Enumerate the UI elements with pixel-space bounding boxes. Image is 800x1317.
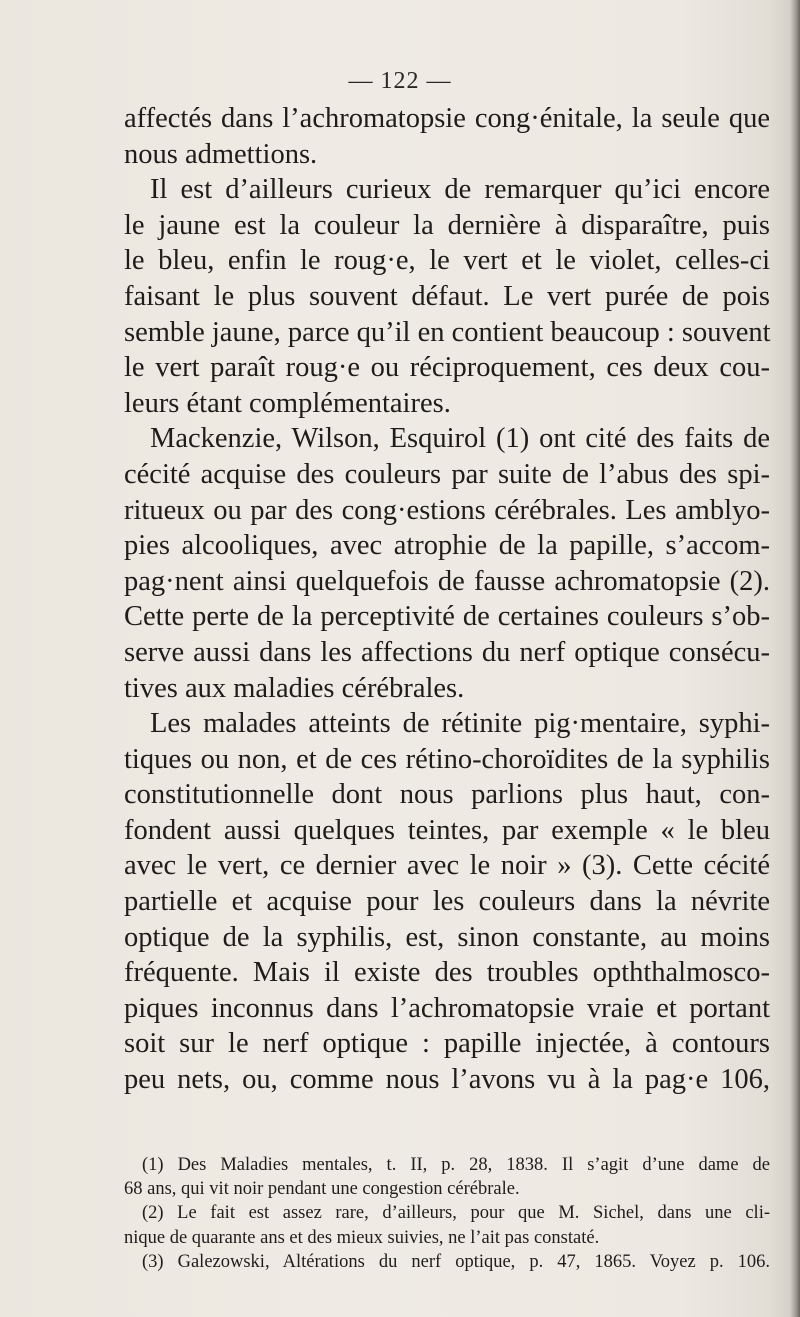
text-line: Les malades atteints de rétinite pig·mentaire, syphi- — [150, 708, 770, 740]
text-line: constitutionnelle dont nous parlions plus haut, con- — [124, 779, 770, 811]
page-edge-shadow — [790, 0, 800, 1317]
text-line: leurs étant complémentaires. — [124, 387, 451, 419]
text-line: Il est d’ailleurs curieux de remarquer qu’ici encore — [150, 174, 770, 206]
page-number: — 122 — — [348, 68, 452, 94]
text-line: ritueux ou par des cong·estions cérébrales. Les amblyo- — [124, 494, 770, 526]
footnote-line: (3) Galezowski, Altérations du nerf optique, p. 47, 1865. Voyez p. 106. — [142, 1251, 770, 1272]
text-line: le jaune est la couleur la dernière à disparaître, puis — [124, 209, 770, 241]
text-line: optique de la syphilis, est, sinon constante, au moins — [124, 921, 770, 953]
text-line: Mackenzie, Wilson, Esquirol (1) ont cité des faits de — [150, 423, 770, 455]
body-text — [124, 101, 770, 1098]
text-line: pies alcooliques, avec atrophie de la papille, s’accom- — [124, 530, 770, 562]
text-line: soit sur le nerf optique : papille injectée, à contours — [124, 1028, 770, 1060]
footnotes — [124, 1153, 770, 1274]
text-line: semble jaune, parce qu’il en contient beaucoup : souvent — [124, 316, 771, 348]
footnote-line: 68 ans, qui vit noir pendant une congestion cérébrale. — [124, 1179, 520, 1200]
text-line: Cette perte de la perceptivité de certaines couleurs s’ob- — [124, 601, 770, 633]
text-line: piques inconnus dans l’achromatopsie vraie et portant — [124, 992, 770, 1024]
text-line: partielle et acquise pour les couleurs dans la névrite — [124, 886, 770, 918]
text-line: tiques ou non, et de ces rétino-choroïdites de la syphilis — [124, 743, 770, 775]
text-line: le bleu, enfin le roug·e, le vert et le violet, celles-ci — [124, 245, 770, 277]
footnote-line: (1) Des Maladies mentales, t. II, p. 28, 1838. Il s’agit d’une dame de — [142, 1155, 770, 1175]
text-line: cécité acquise des couleurs par suite de l’abus des spi- — [124, 458, 770, 490]
text-line: serve aussi dans les affections du nerf optique consécu- — [124, 636, 770, 668]
text-line: tives aux maladies cérébrales. — [124, 672, 465, 704]
footnote-line: (2) Le fait est assez rare, d’ailleurs, pour que M. Sichel, dans une cli- — [142, 1203, 770, 1224]
text-line: peu nets, ou, comme nous l’avons vu à la pag·e 106, — [124, 1064, 770, 1096]
text-line: nous admettions. — [124, 138, 318, 170]
footnote-line: nique de quarante ans et des mieux suivies, ne l’ait pas constaté. — [124, 1227, 600, 1248]
text-line: faisant le plus souvent défaut. Le vert purée de pois — [124, 280, 770, 312]
text-line: fréquente. Mais il existe des troubles opththalmosco- — [124, 957, 770, 989]
text-line: affectés dans l’achromatopsie cong·énitale, la seule que — [124, 103, 770, 134]
text-line: avec le vert, ce dernier avec le noir » (3). Cette cécité — [124, 850, 770, 882]
text-line: pag·nent ainsi quelquefois de fausse achromatopsie (2). — [124, 565, 770, 597]
text-line: le vert paraît roug·e ou réciproquement, ces deux cou- — [124, 352, 770, 384]
text-line: fondent aussi quelques teintes, par exemple « le bleu — [124, 814, 770, 846]
